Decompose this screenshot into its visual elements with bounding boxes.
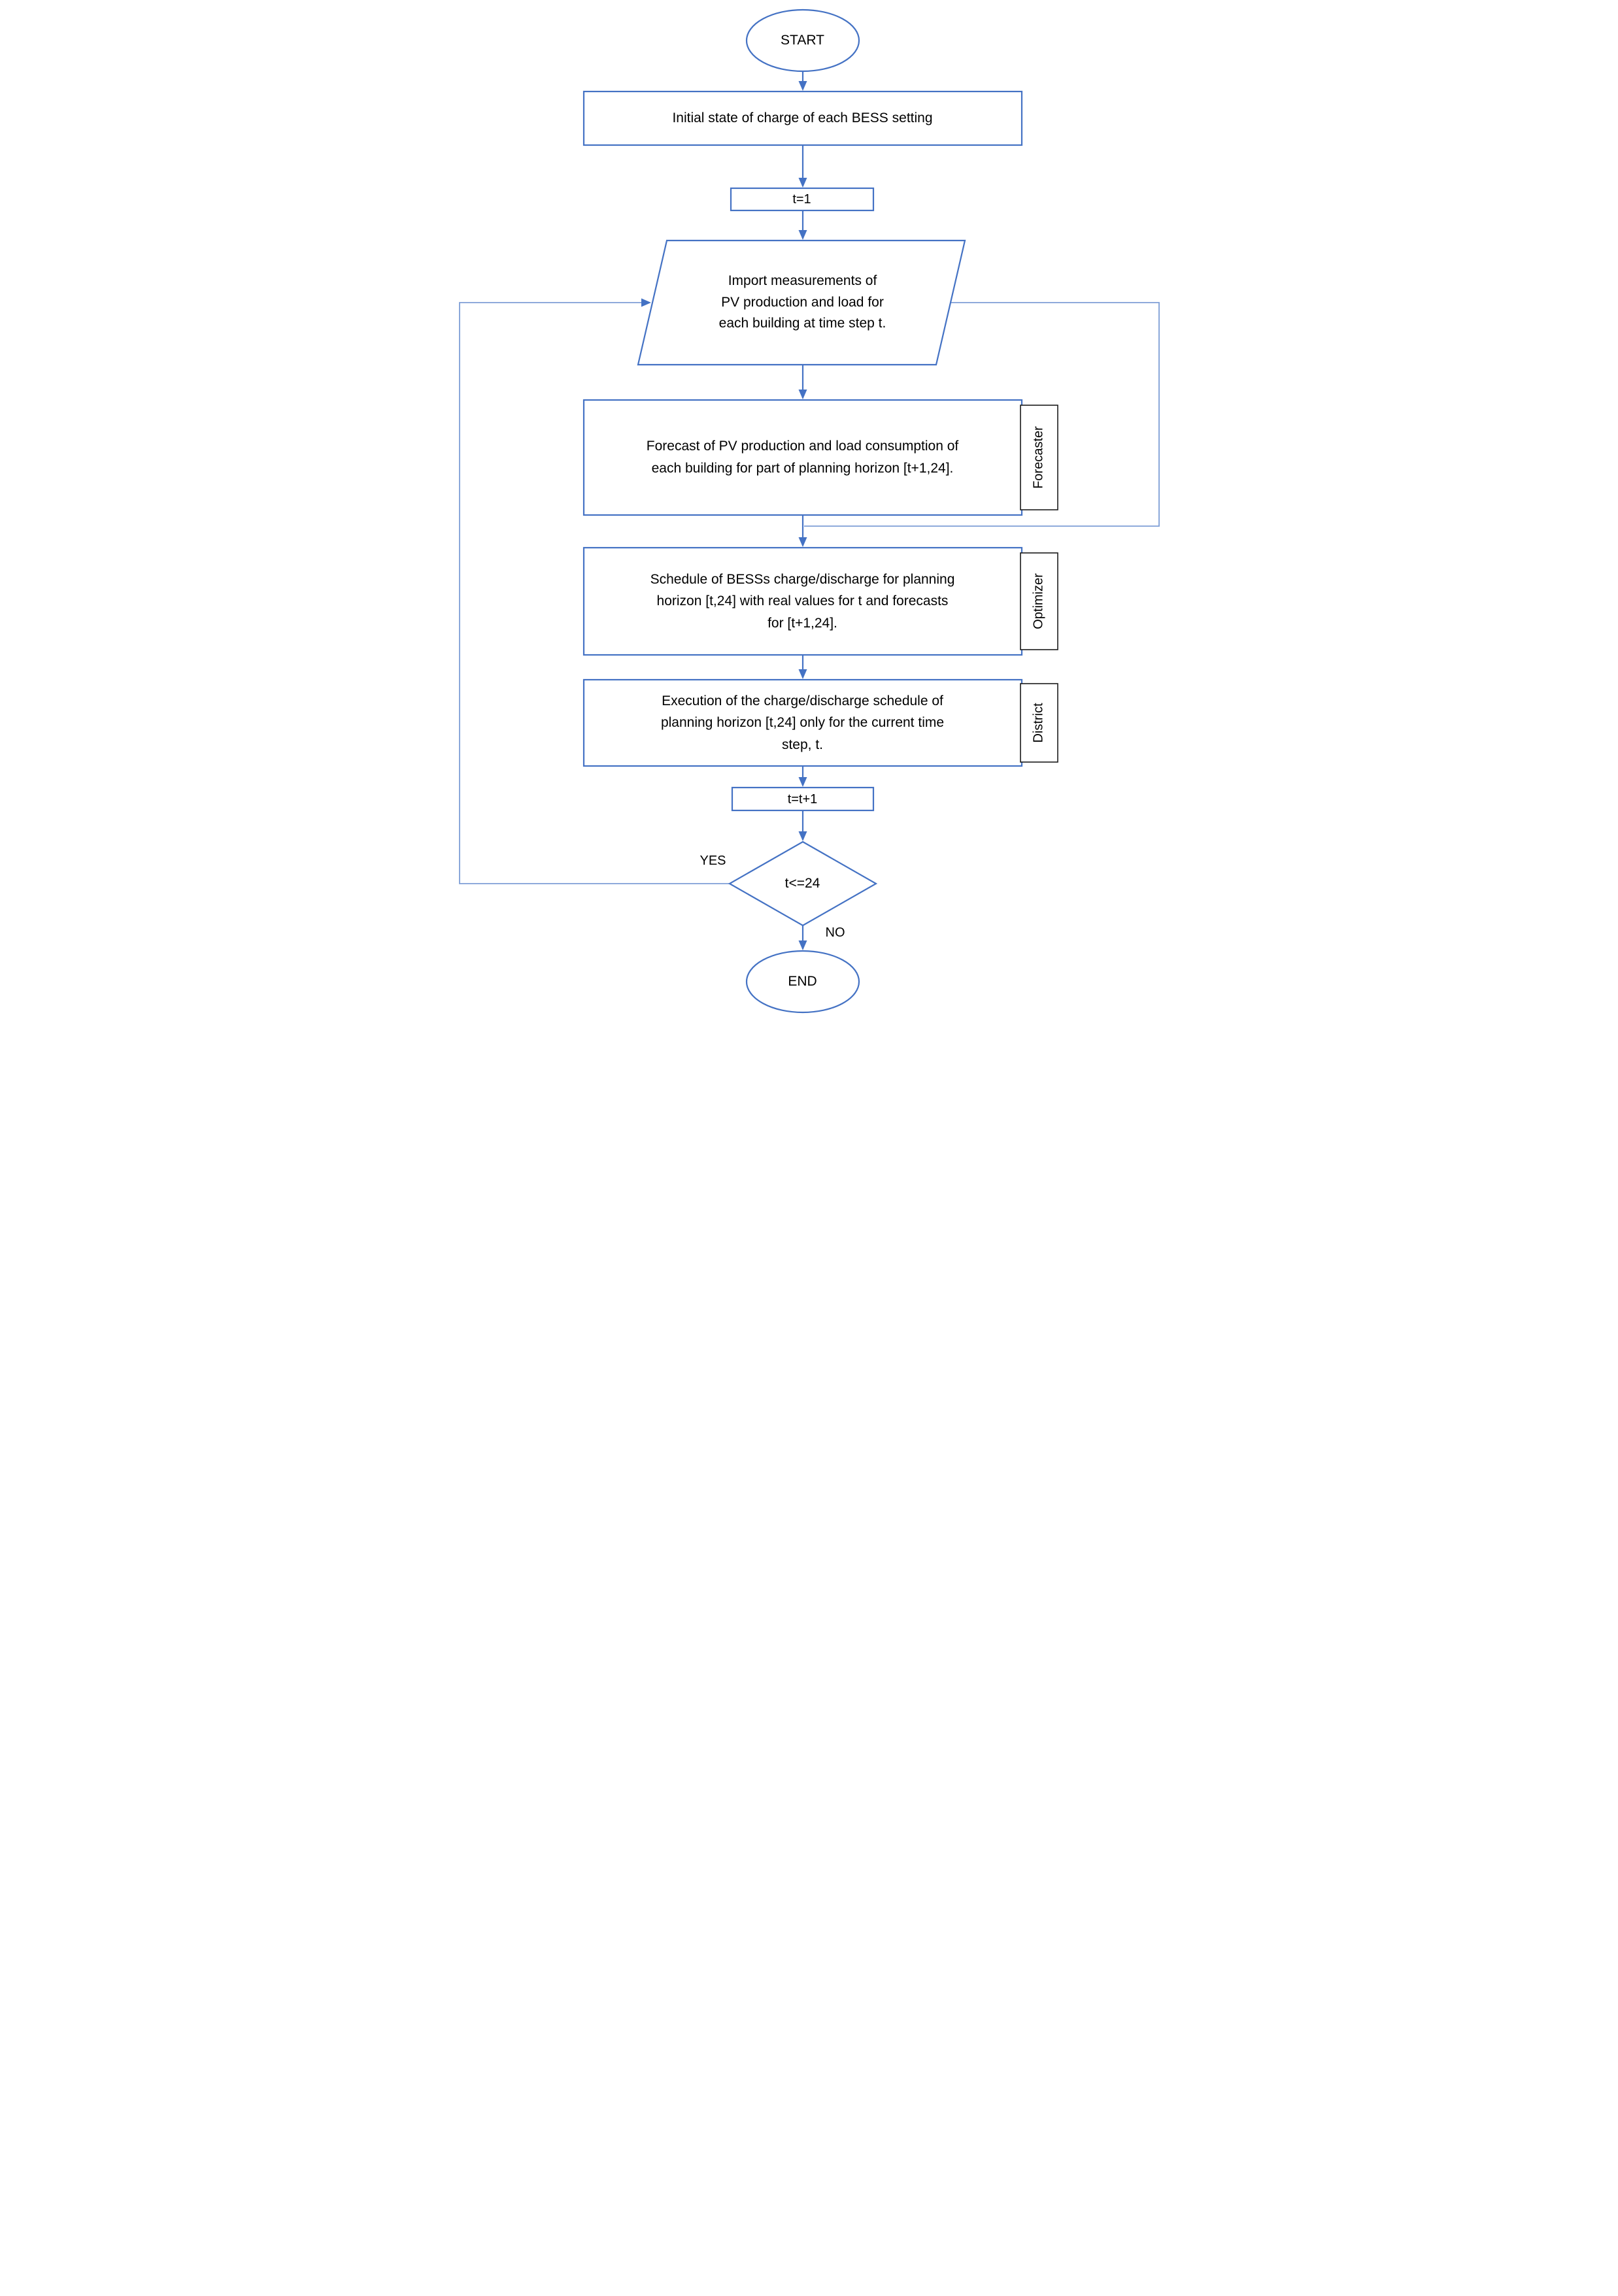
- forecast-label: Forecast of PV production and load consumption of each building for part of planning horizon [t+1,24].: [646, 439, 959, 476]
- optimizer-label: Optimizer: [1031, 573, 1045, 629]
- optimizer-sidebox: [1020, 553, 1058, 650]
- forecaster-label: Forecaster: [1031, 426, 1045, 489]
- end-node: [747, 951, 859, 1012]
- flowchart-canvas: [450, 0, 1169, 1020]
- decision-node: [730, 842, 876, 925]
- import-measurements-node: [638, 241, 965, 365]
- t-init-node: [731, 188, 873, 210]
- increment-node: [732, 788, 873, 810]
- t-init-label: t=1: [792, 192, 811, 207]
- forecaster-sidebox: [1020, 405, 1058, 510]
- district-label: District: [1031, 703, 1045, 743]
- end-label: END: [788, 974, 817, 990]
- execution-label: Execution of the charge/discharge schedule of planning horizon [t,24] only for the current time step, t.: [660, 693, 945, 752]
- increment-label: t=t+1: [787, 791, 818, 807]
- forecast-node: [584, 400, 1022, 515]
- start-label: START: [781, 33, 824, 48]
- no-edge-label: NO: [825, 925, 845, 940]
- yes-edge-label: YES: [699, 854, 726, 868]
- decision-label: t<=24: [784, 876, 820, 891]
- start-node: [747, 10, 859, 71]
- flowchart-svg: [450, 0, 1169, 1020]
- schedule-node: [584, 548, 1022, 655]
- schedule-label: Schedule of BESSs charge/discharge for planning horizon [t,24] with real values for t and forecasts for [t+1,24].: [650, 571, 955, 631]
- execution-node: [584, 680, 1022, 766]
- import-measurements-label: Import measurements of PV production and load for each building at time step t.: [718, 273, 886, 331]
- district-sidebox: [1020, 684, 1058, 762]
- init-soc-label: Initial state of charge of each BESS setting: [672, 110, 933, 126]
- init-soc-node: [584, 92, 1022, 145]
